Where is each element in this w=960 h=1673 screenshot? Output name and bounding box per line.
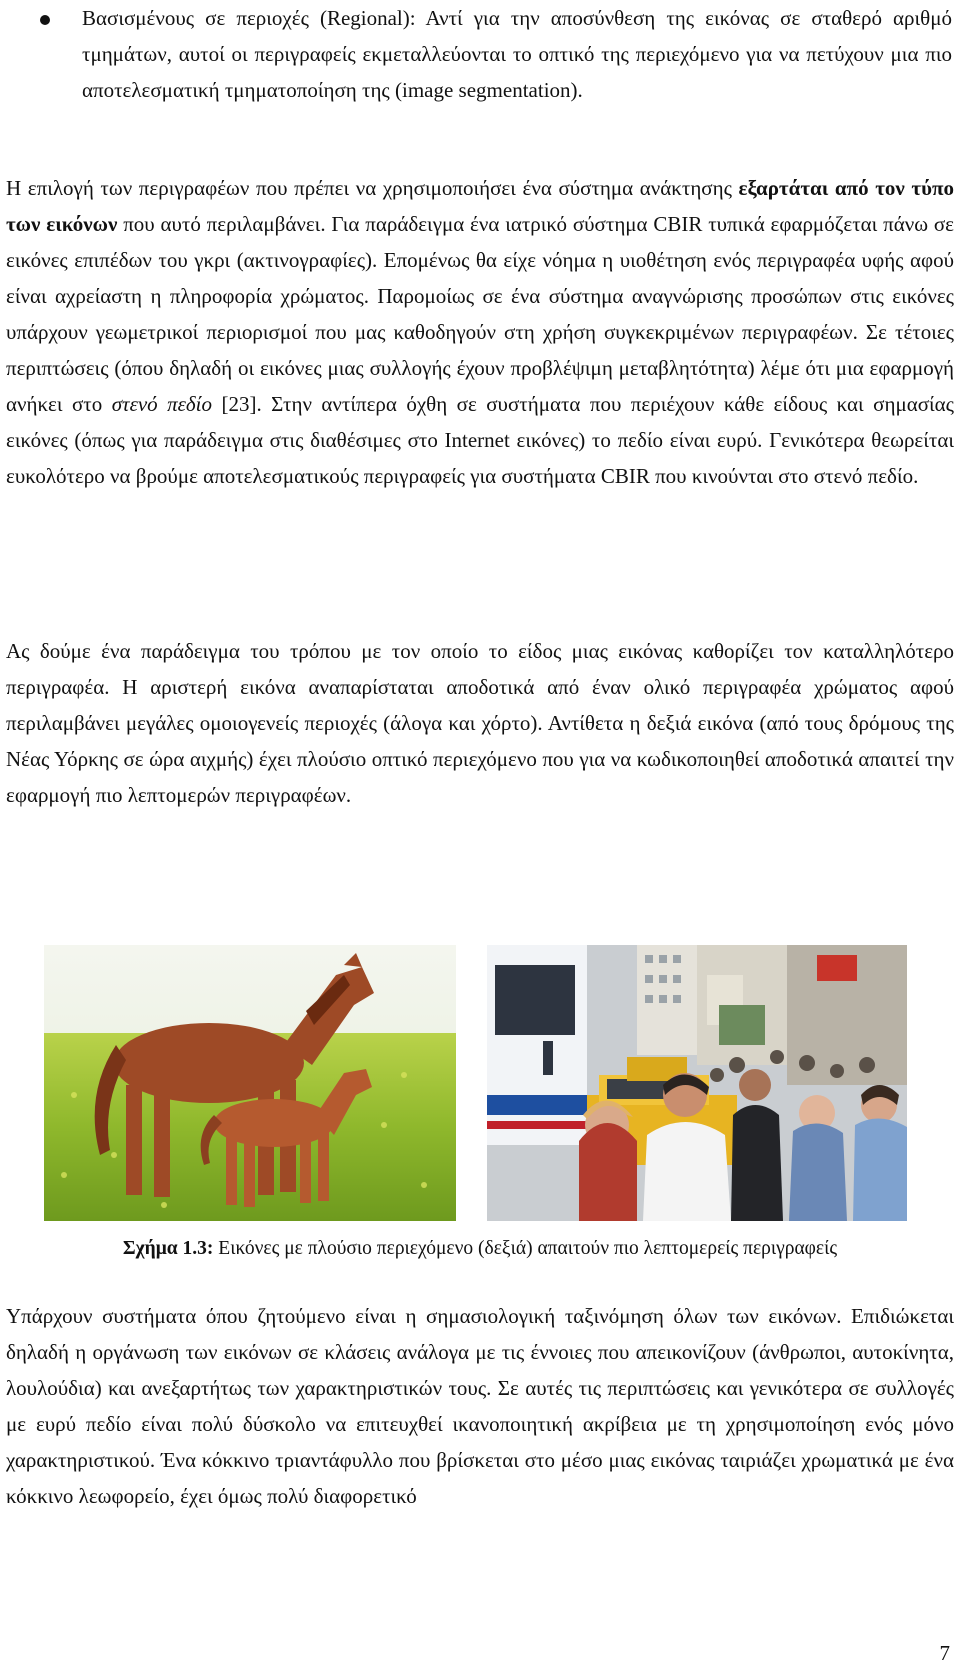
page-number: 7 <box>939 1641 950 1665</box>
horses-photo <box>44 945 456 1221</box>
street-crowd-photo <box>487 945 907 1221</box>
para1-text-middle: που αυτό περιλαμβάνει. Για παράδειγμα ένα ιατρικό σύστημα CBIR τυπικά εφαρμόζεται πάνω σε εικόνες επιπέδων του γκρι (ακτινογραφίες). Επομένως θα είχε νόημα η υιοθέτηση ενός περιγραφέα υφής αφού είναι αχρείαστη η πληροφορία χρώματος. Παρομοίως σε ένα σύστημα αναγνώρισης προσώπων στις εικόνες υπάρχουν γεωμετρικοί περιορισμοί που μας καθοδηγούν στη χρήση συγκεκριμένων περιγραφέων. Σε τέτοιες περιπτώσεις (όπου δηλαδή οι εικόνες μιας συλλογής έχουν προβλέψιμη μεταβλητότητα) λέμε ότι μια εφαρμογή ανήκει στο <box>6 212 954 416</box>
para1-text-start: Η επιλογή των περιγραφέων που πρέπει να χρησιμοποιήσει ένα σύστημα ανάκτησης <box>6 176 739 200</box>
figure-caption <box>0 1236 960 1262</box>
para1-italic-term: στενό πεδίο <box>111 392 213 416</box>
bullet-dot-icon <box>40 15 50 25</box>
figure-caption-text: Εικόνες με πλούσιο περιεχόμενο (δεξιά) απαιτούν πιο λεπτομερείς περιγραφείς <box>213 1238 838 1259</box>
para1-text-end: [23]. Στην αντίπερα όχθη σε συστήματα που περιέχουν κάθε είδους και σημασίας εικόνες (όπως για παράδειγμα στις διαθέσιμες στο Internet εικόνες) το πεδίο είναι ευρύ. Γενικότερα θεωρείται ευκολότερο να βρούμε αποτελεσματικούς περιγραφείς για συστήματα CBIR που κινούνται στο στενό πεδίο. <box>6 392 954 488</box>
paragraph-descriptor-choice <box>6 170 954 494</box>
paragraph-example: Ας δούμε ένα παράδειγμα του τρόπου με τον οποίο το είδος μιας εικόνας καθορίζει τον καταλληλότερο περιγραφέα. Η αριστερή εικόνα αναπαρίσταται αποδοτικά από έναν ολικό περιγραφέα χρώματος αφού περιλαμβάνει μεγάλες ομοιογενείς περιοχές (άλογα και χόρτο). Αντίθετα η δεξιά εικόνα (από τους δρόμους της Νέας Υόρκης σε ώρα αιχμής) έχει πλούσιο οπτικό περιεχόμενο που για να κωδικοποιηθεί αποδοτικά απαιτεί την εφαρμογή πιο λεπτομερών περιγραφέων. <box>6 639 954 807</box>
paragraph-semantic-classification: Υπάρχουν συστήματα όπου ζητούμενο είναι η σημασιολογική ταξινόμηση όλων των εικόνων. Επιδιώκεται δηλαδή η οργάνωση των εικόνων σε κλάσεις ανάλογα με τις έννοιες που απεικονίζουν (άνθρωποι, αυτοκίνητα, λουλούδια) και ανεξαρτήτως των χαρακτηριστικών τους. Σε αυτές τις περιπτώσεις και γενικότερα σε συλλογές με ευρύ πεδίο είναι πολύ δύσκολο να επιτευχθεί ικανοποιητική ακρίβεια με τη χρησιμοποίηση ενός μόνο χαρακτηριστικού. Ένα κόκκινο τριαντάφυλλο που βρίσκεται στο μέσο μιας εικόνας ταιριάζει χρωματικά με ένα κόκκινο λεωφορείο, έχει όμως πολύ διαφορετικό <box>6 1304 954 1508</box>
bullet-item-regional: Βασισμένους σε περιοχές (Regional): Αντί για την αποσύνθεση της εικόνας σε σταθερό αριθμό τμημάτων, αυτοί οι περιγραφείς εκμεταλλεύονται το οπτικό της περιεχόμενο για να πετύχουν μια πιο αποτελεσματική τμηματοποίηση της (image segmentation). <box>82 6 952 102</box>
para1-bold-phrase: εξαρτάται από τον τύπο των εικόνων <box>6 176 954 236</box>
figure-caption-label: Σχήμα 1.3: <box>122 1238 214 1259</box>
